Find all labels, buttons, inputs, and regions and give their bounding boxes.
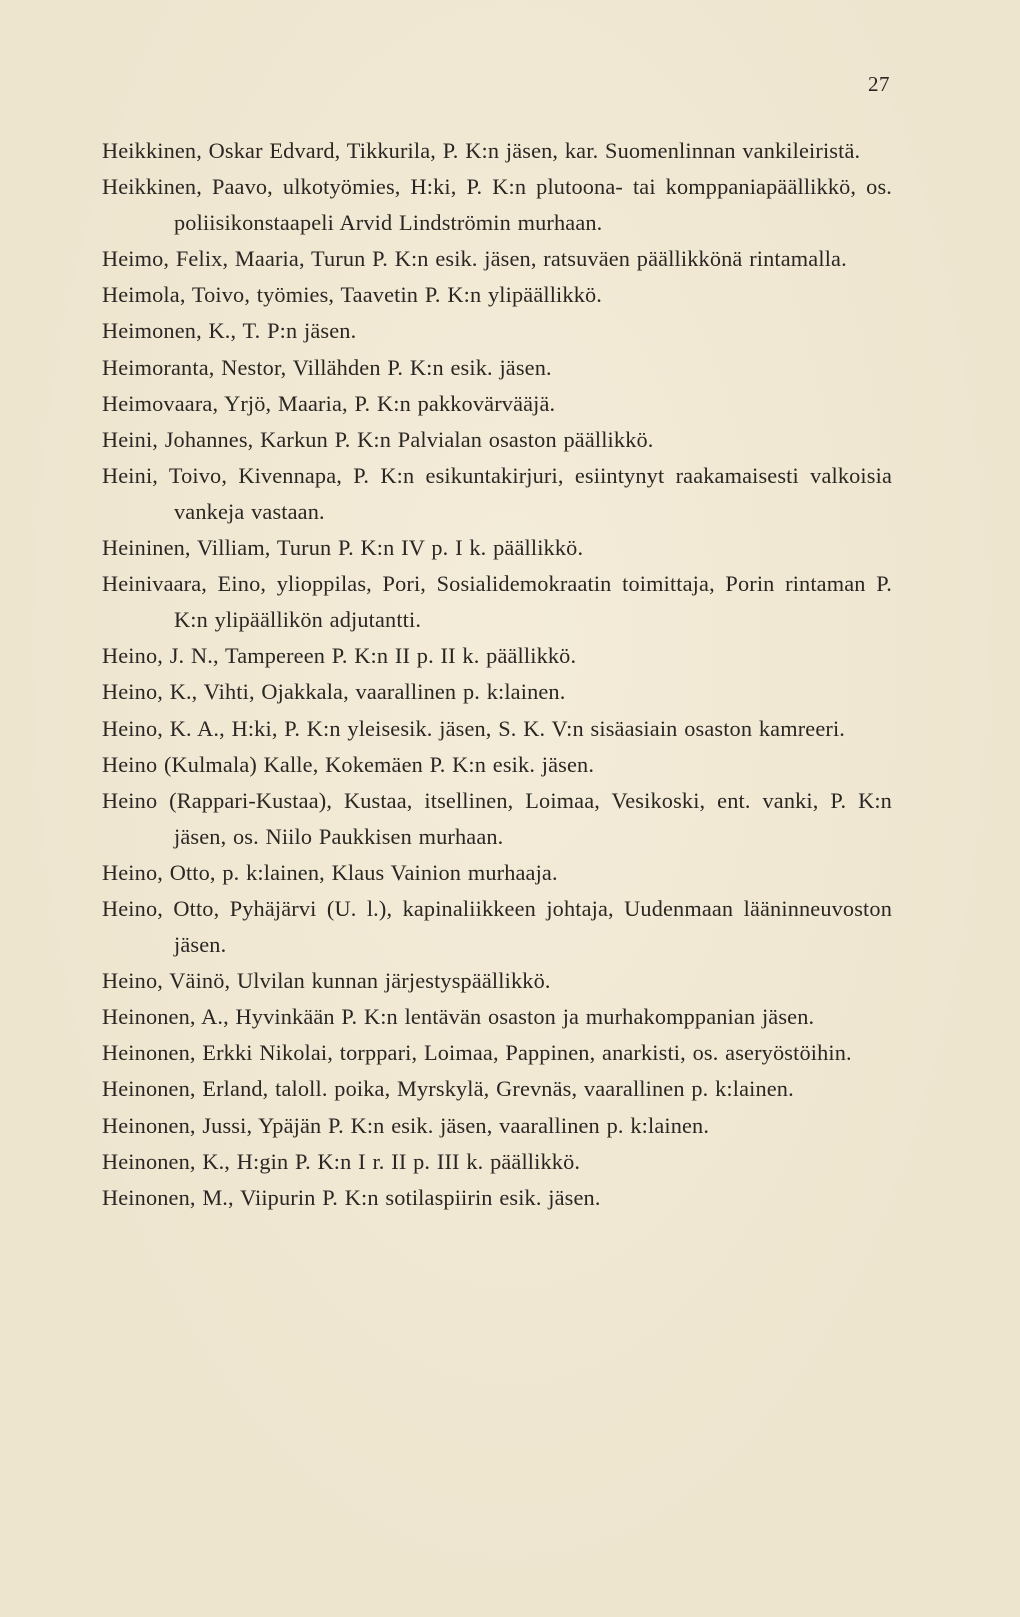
- list-item: Heikkinen, Paavo, ulkotyömies, H:ki, P. K:n plutoona- tai komppaniapäällikkö, os. poliisikonstaapeli Arvid Lindströmin murhaan.: [102, 174, 892, 236]
- list-item: Heinonen, A., Hyvinkään P. K:n lentävän osaston ja murhakomppanian jäsen.: [102, 1004, 815, 1030]
- list-item: Heinonen, Erland, taloll. poika, Myrskylä, Grevnäs, vaarallinen p. k:lainen.: [102, 1076, 794, 1102]
- list-item: Heimonen, K., T. P:n jäsen.: [102, 318, 357, 344]
- list-item: Heinonen, Erkki Nikolai, torppari, Loimaa, Pappinen, anarkisti, os. aseryöstöihin.: [102, 1040, 852, 1066]
- list-item: Heino, K., Vihti, Ojakkala, vaarallinen p. k:lainen.: [102, 679, 566, 705]
- list-item: Heino, J. N., Tampereen P. K:n II p. II k. päällikkö.: [102, 643, 577, 669]
- entry-list: [102, 133, 892, 1216]
- list-item: Heino, Otto, p. k:lainen, Klaus Vainion murhaaja.: [102, 859, 558, 885]
- list-item: Heinonen, K., H:gin P. K:n I r. II p. III k. päällikkö.: [102, 1148, 581, 1174]
- list-item: Heikkinen, Oskar Edvard, Tikkurila, P. K:n jäsen, kar. Suomenlinnan vankileiristä.: [102, 138, 861, 163]
- list-item: Heininen, Villiam, Turun P. K:n IV p. I k. päällikkö.: [102, 535, 584, 561]
- page-number: 27: [868, 72, 890, 96]
- list-item: Heinonen, M., Viipurin P. K:n sotilaspiirin esik. jäsen.: [102, 1184, 601, 1210]
- list-item: Heimola, Toivo, työmies, Taavetin P. K:n ylipäällikkö.: [102, 282, 603, 308]
- list-item: Heino (Rappari-Kustaa), Kustaa, itsellinen, Loimaa, Vesikoski, ent. vanki, P. K:n jäsen, os. Niilo Paukkisen murhaan.: [102, 787, 892, 849]
- list-item: Heini, Johannes, Karkun P. K:n Palvialan osaston päällikkö.: [102, 426, 654, 452]
- list-item: Heino (Kulmala) Kalle, Kokemäen P. K:n esik. jäsen.: [102, 751, 595, 777]
- list-item: Heimoranta, Nestor, Villähden P. K:n esik. jäsen.: [102, 354, 552, 380]
- list-item: Heimovaara, Yrjö, Maaria, P. K:n pakkovärvääjä.: [102, 390, 556, 416]
- list-item: Heino, Otto, Pyhäjärvi (U. l.), kapinaliikkeen johtaja, Uudenmaan lääninneuvoston jäsen.: [102, 895, 892, 958]
- list-item: Heino, Väinö, Ulvilan kunnan järjestyspäällikkö.: [102, 968, 551, 994]
- list-item: Heini, Toivo, Kivennapa, P. K:n esikuntakirjuri, esiintynyt raakamaisesti valkoisia vankeja vastaan.: [102, 462, 892, 524]
- list-item: Heinivaara, Eino, ylioppilas, Pori, Sosialidemokraatin toimittaja, Porin rintaman P. K:n ylipäällikön adjutantti.: [102, 571, 892, 633]
- list-item: Heinonen, Jussi, Ypäjän P. K:n esik. jäsen, vaarallinen p. k:lainen.: [102, 1112, 710, 1138]
- list-item: Heimo, Felix, Maaria, Turun P. K:n esik. jäsen, ratsuväen päällikkönä rintamalla.: [102, 246, 847, 272]
- list-item: Heino, K. A., H:ki, P. K:n yleisesik. jäsen, S. K. V:n sisäasiain osaston kamreeri.: [102, 715, 846, 741]
